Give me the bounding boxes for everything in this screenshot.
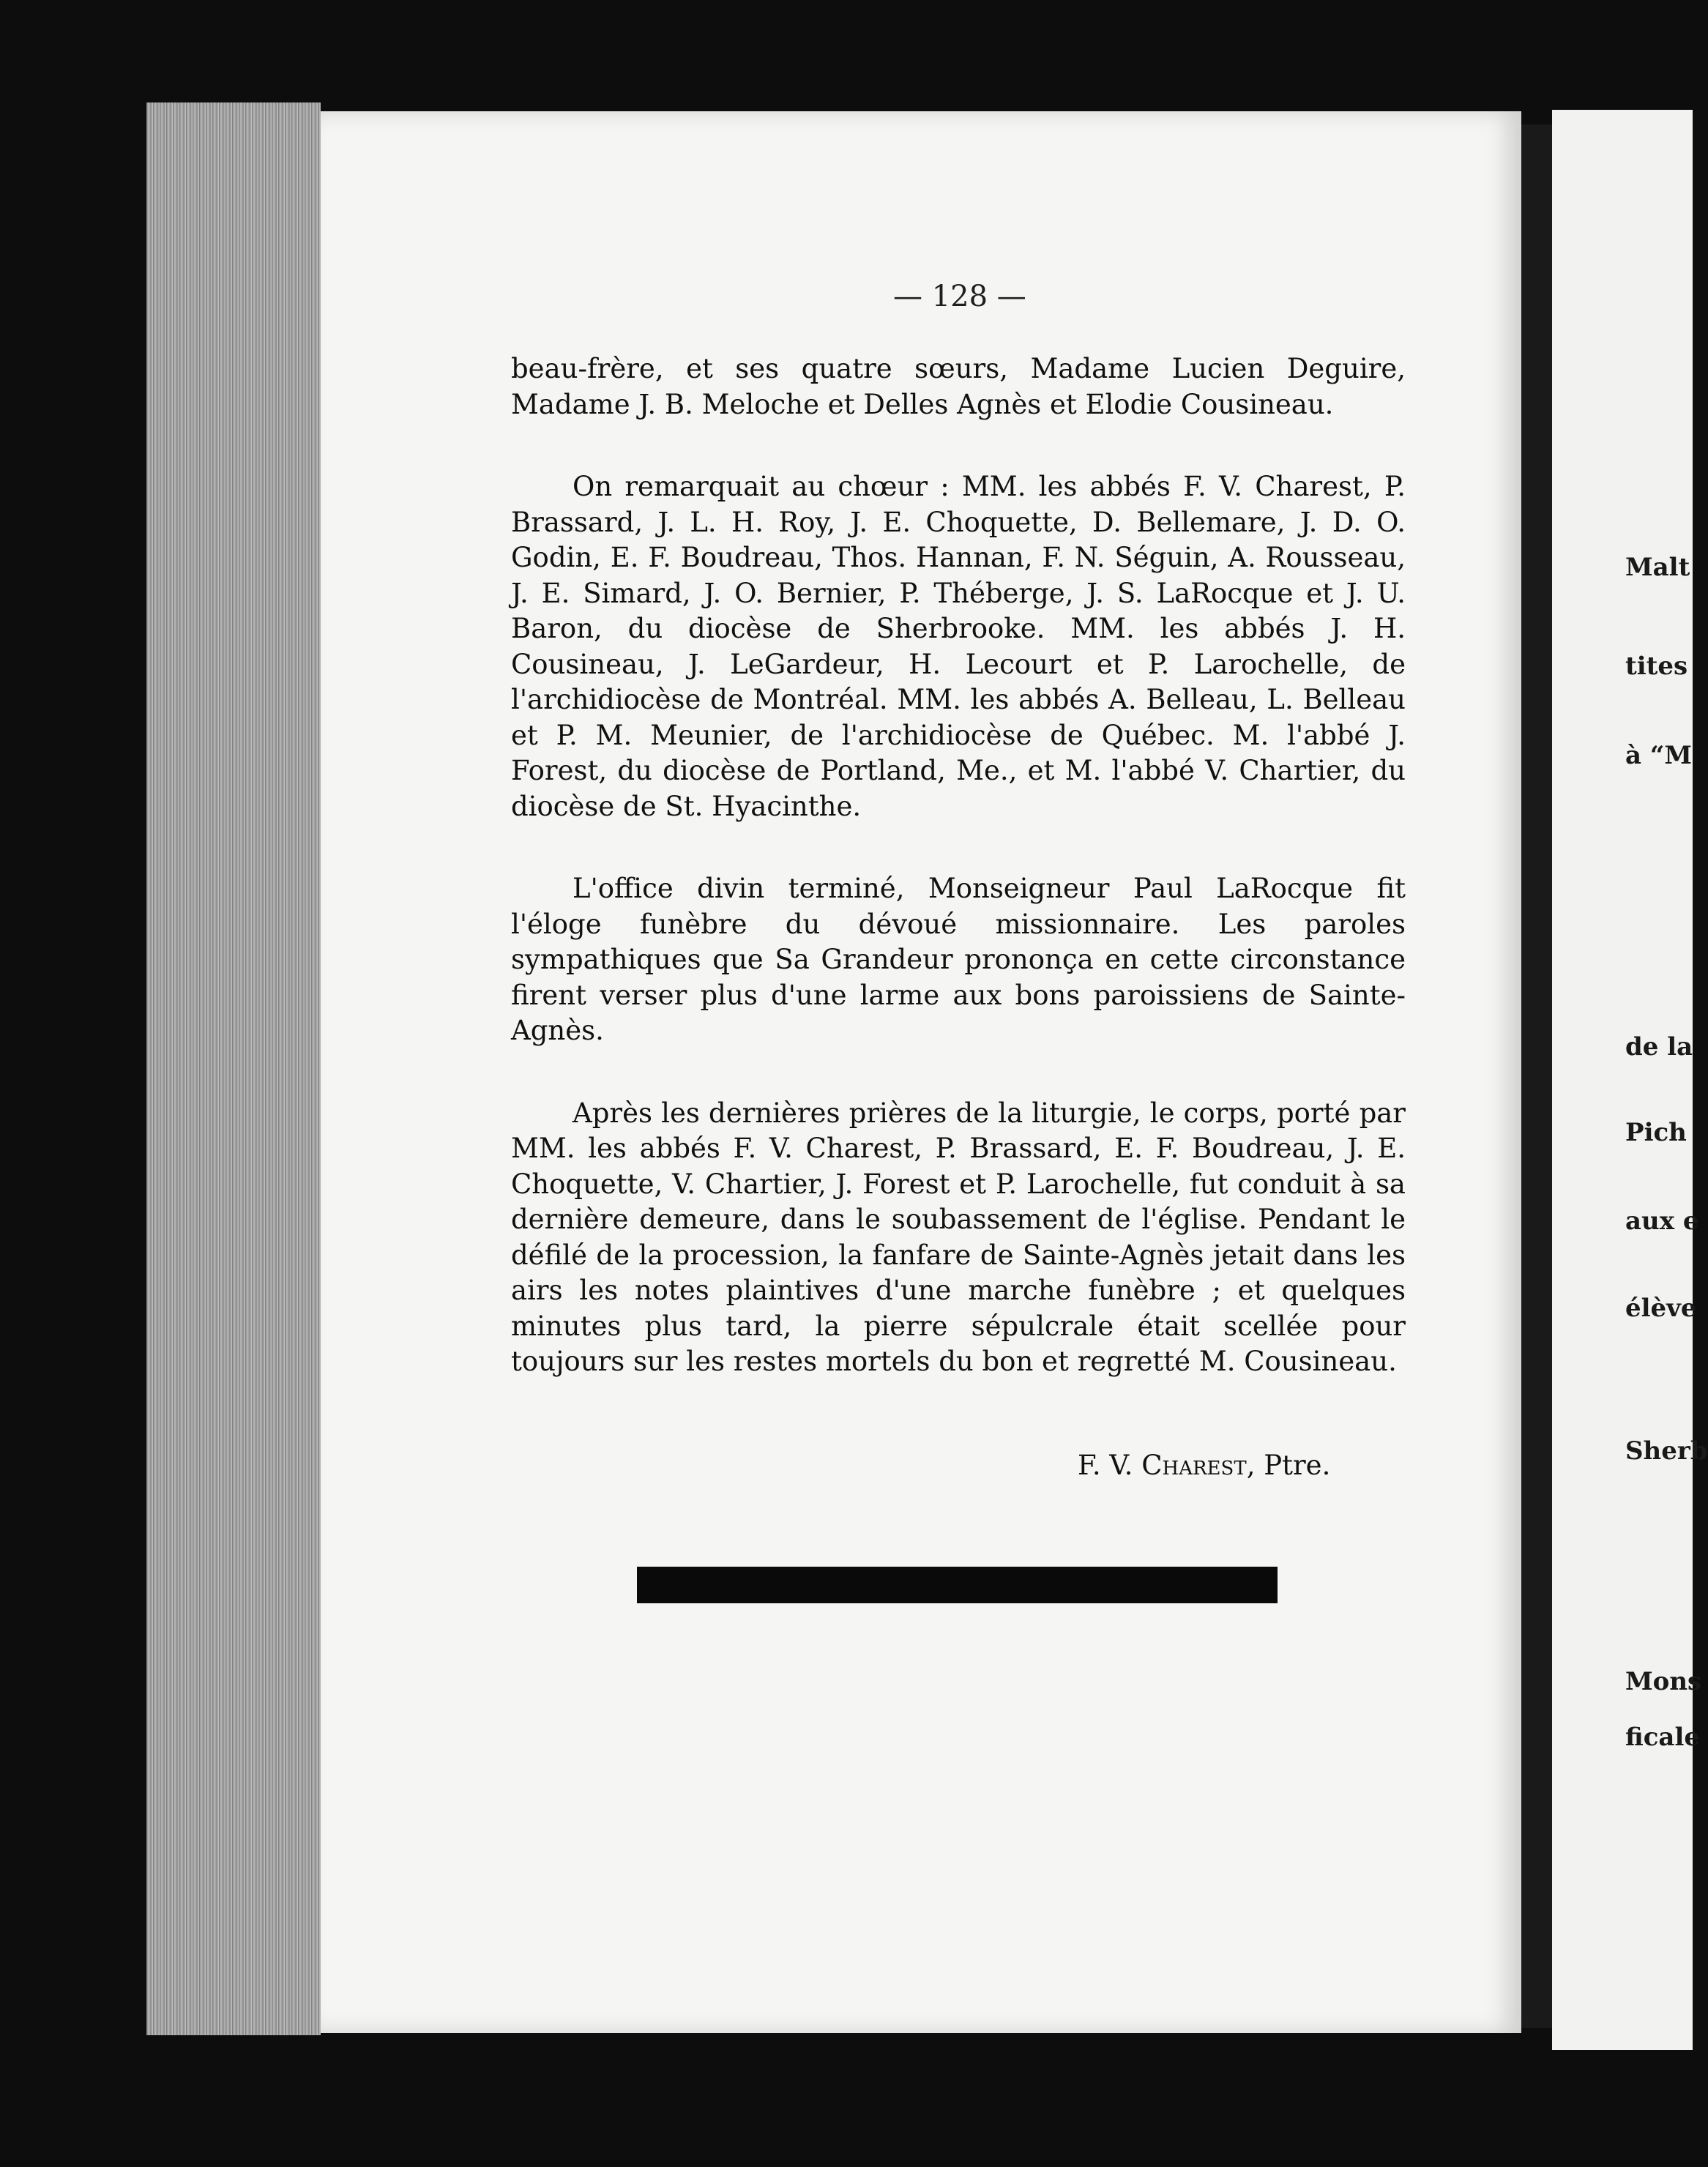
book-page-edges [146,102,321,2035]
paragraph-4: Après les dernières prières de la liturgie, le corps, porté par MM. les abbés F. V. Charest, P. Brassard, E. F. Boudreau, J. E. Choquette, V. Chartier, J. Forest et P. Larochelle, fut conduit à sa dernière demeure, dans le soubassement de l'église. Pendant le défilé de la procession, la fanfare de Sainte-Agnès jetait dans les airs les notes plaintives d'une marche funèbre ; et quelques minutes plus tard, la pierre sépulcrale était scellée pour toujours sur les restes mortels du bon et regretté M. Cousineau. [511,1097,1406,1377]
paragraph-2: On remarquait au chœur : MM. les abbés F. V. Charest, P. Brassard, J. L. H. Roy, J. E. Choquette, D. Bellemare, J. D. O. Godin, E. F. Boudreau, Thos. Hannan, F. N. Séguin, A. Rousseau, J. E. Simard, J. O. Bernier, P. Théberge, J. S. LaRocque et J. U. Baron, du diocèse de Sherbrooke. MM. les abbés J. H. Cousineau, J. LeGardeur, H. Lecourt et P. Larochelle, de l'archidiocèse de Montréal. MM. les abbés A. Belleau, L. Belleau et P. M. Meunier, de l'archidiocèse de Québec. M. l'abbé J. Forest, du diocèse de Portland, Me., et M. l'abbé V. Chartier, du diocèse de St. Hyacinthe. [511,471,1406,822]
body-text [511,351,1406,1427]
section-divider-bar [637,1567,1278,1603]
right-page-fragment: Mons [1625,1667,1702,1696]
page-number: — 128 — [893,280,1026,313]
paragraph-3: L'office divin terminé, Monseigneur Paul LaRocque fit l'éloge funèbre du dévoué missionnaire. Les paroles sympathiques que Sa Grandeur prononça en cette circonstance firent verser plus d'une larme aux bons paroissiens de Sainte-Agnès. [511,873,1406,1046]
right-page-fragment: de la [1625,1032,1693,1062]
signature-title: , Ptre. [1246,1450,1331,1481]
signature-initials: F. V. [1078,1450,1133,1481]
right-page-fragment: Malt [1625,553,1690,582]
signature [1078,1450,1330,1481]
right-page-fragment: élève [1625,1294,1697,1323]
right-page-fragment: aux e [1625,1206,1699,1236]
right-page-fragment: Pich [1625,1118,1687,1147]
right-page [1552,110,1708,2050]
right-page-fragment: à “M [1625,741,1693,770]
paragraph-1: beau-frère, et ses quatre sœurs, Madame Lucien Deguire, Madame J. B. Meloche et Delles Agnès et Elodie Cousineau. [511,353,1406,420]
right-page-fragment: ficale [1625,1723,1700,1752]
right-page-fragment: tites [1625,652,1688,681]
book-gutter [1521,124,1552,2028]
right-page-fragment: Sherb [1625,1436,1708,1466]
signature-surname: Charest [1141,1450,1247,1481]
